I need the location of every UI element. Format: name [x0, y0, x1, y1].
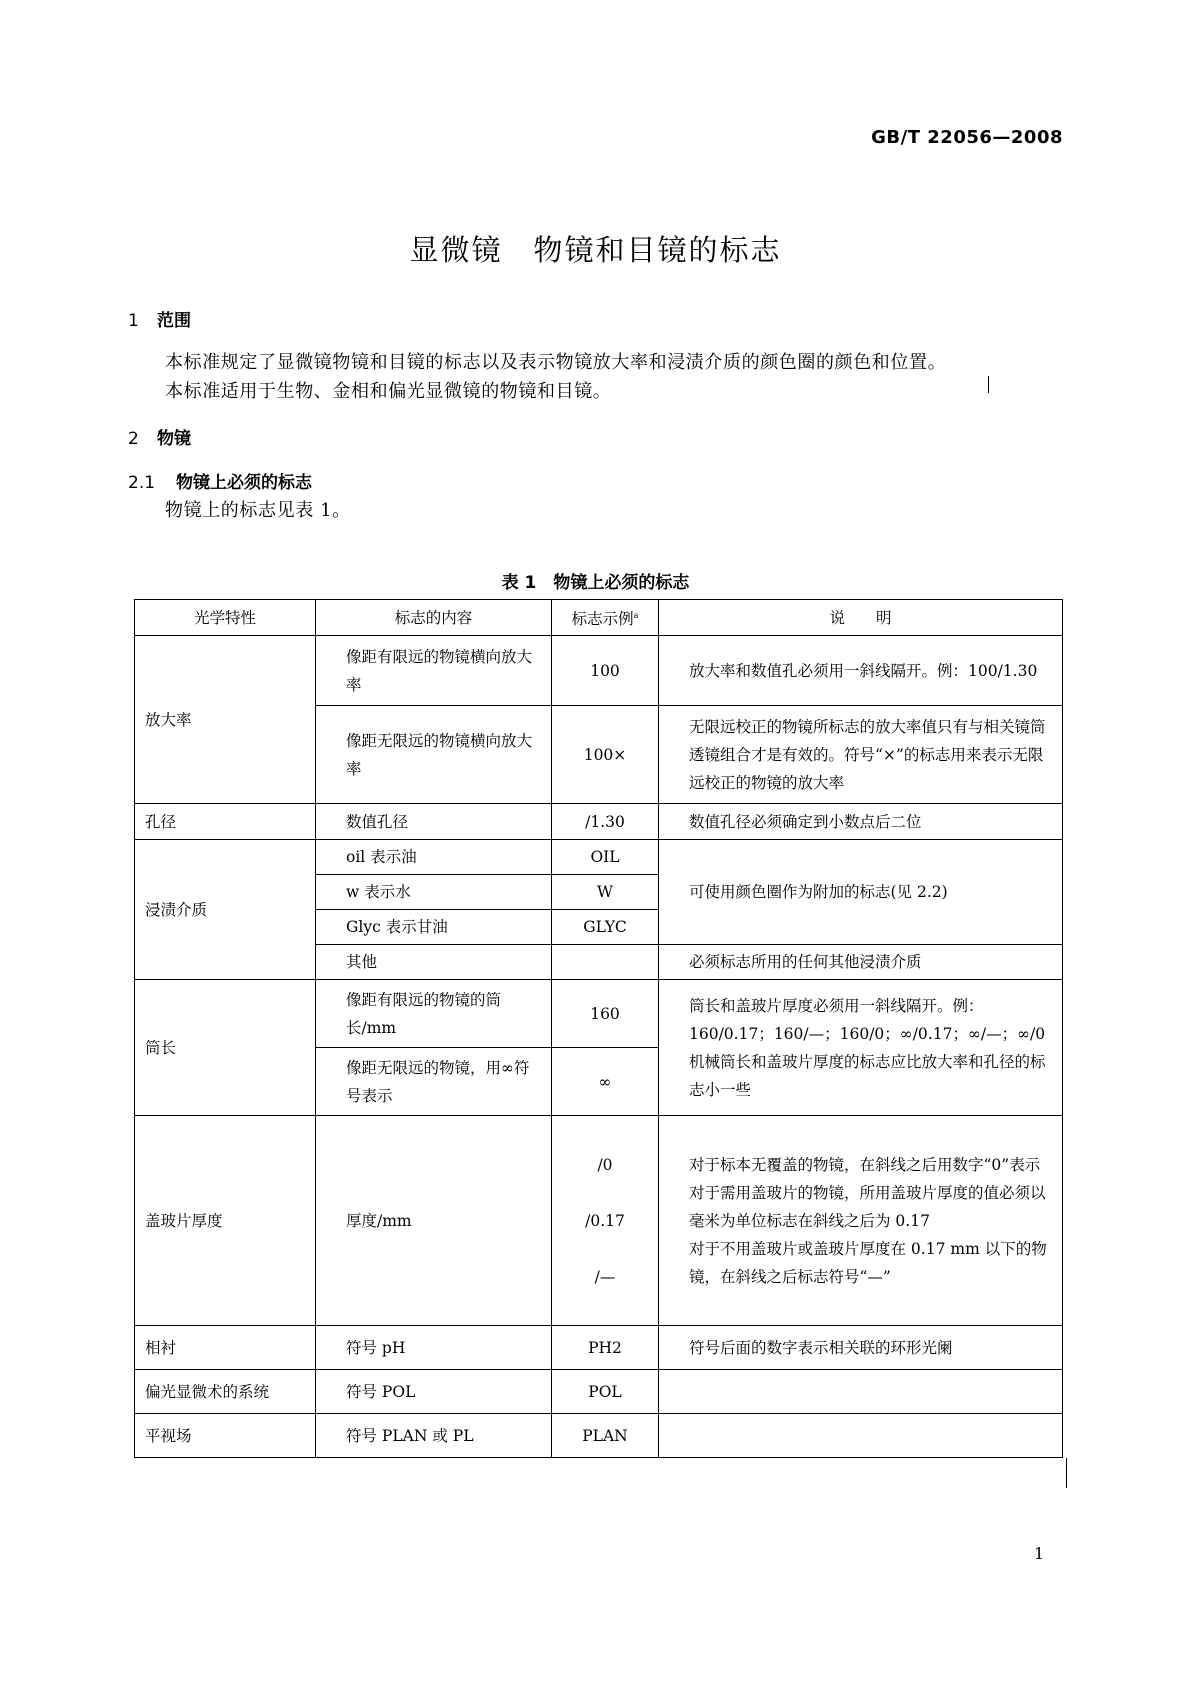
cell-property-aperture: 孔径 — [135, 804, 316, 840]
objective-marking-table — [134, 599, 1063, 1458]
cell-example — [552, 945, 659, 980]
cell-description-list — [659, 1116, 1063, 1326]
cell-content: 符号 PLAN 或 PL — [316, 1414, 552, 1458]
cell-description: 对于不用盖玻片或盖玻片厚度在 0.17 mm 以下的物镜，在斜线之后标志符号“—” — [689, 1239, 1047, 1286]
cell-example-list — [552, 1116, 659, 1326]
table-caption: 表 1 物镜上必须的标志 — [501, 573, 690, 593]
table-row — [135, 804, 1063, 840]
section-2-1-number: 2.1 — [128, 473, 156, 493]
footnote-mark: a — [633, 610, 639, 620]
table-row — [135, 1326, 1063, 1370]
cell-description: 对于标本无覆盖的物镜，在斜线之后用数字“0”表示 — [689, 1155, 1041, 1174]
cell-description — [659, 1414, 1063, 1458]
document-title: 显微镜 物镜和目镜的标志 — [409, 233, 782, 267]
cell-property-magnification: 放大率 — [135, 636, 316, 804]
section-2-1-heading — [128, 468, 312, 493]
table-header-row — [135, 600, 1063, 636]
cell-property-polarization: 偏光显微术的系统 — [135, 1370, 316, 1414]
cell-example: /0.17 — [585, 1211, 625, 1230]
standard-number: GB/T 22056—2008 — [871, 127, 1063, 148]
cell-content: 像距无限远的物镜横向放大率 — [316, 706, 552, 804]
cell-example: W — [552, 875, 659, 910]
cell-content: Glyc 表示甘油 — [316, 910, 552, 945]
cell-content: 其他 — [316, 945, 552, 980]
cell-description: 对于需用盖玻片的物镜，所用盖玻片厚度的值必须以毫米为单位标志在斜线之后为 0.17 — [689, 1183, 1046, 1230]
cell-example: /— — [594, 1267, 616, 1286]
cell-example: ∞ — [552, 1048, 659, 1116]
change-bar — [988, 376, 989, 393]
cell-example: PH2 — [552, 1326, 659, 1370]
cell-example: 160 — [552, 980, 659, 1048]
section-2-number: 2 — [128, 429, 139, 449]
cell-content: 数值孔径 — [316, 804, 552, 840]
table-row — [135, 1116, 1063, 1326]
cell-example: 100× — [552, 706, 659, 804]
scope-paragraph-2: 本标准适用于生物、金相和偏光显微镜的物镜和目镜。 — [165, 381, 612, 402]
cell-example: /0 — [597, 1155, 613, 1174]
section-2-title: 物镜 — [157, 429, 191, 449]
change-bar — [1066, 1458, 1067, 1488]
cell-example: /1.30 — [552, 804, 659, 840]
section-2-1-title: 物镜上必须的标志 — [176, 473, 312, 493]
cell-example: 100 — [552, 636, 659, 706]
section-1-heading — [128, 306, 191, 331]
cell-content: w 表示水 — [316, 875, 552, 910]
section-1-title: 范围 — [157, 311, 191, 331]
cell-content: 厚度/mm — [316, 1116, 552, 1326]
section-1-number: 1 — [128, 311, 139, 331]
cell-content: oil 表示油 — [316, 840, 552, 875]
cell-property-tube-length: 筒长 — [135, 980, 316, 1116]
cell-content: 像距有限远的物镜的筒长/mm — [316, 980, 552, 1048]
cell-property-immersion: 浸渍介质 — [135, 840, 316, 980]
table-row — [135, 840, 1063, 875]
cell-description: 无限远校正的物镜所标志的放大率值只有与相关镜筒透镜组合才是有效的。符号“×”的标志用来表示无限远校正的物镜的放大率 — [659, 706, 1063, 804]
cell-description: 可使用颜色圈作为附加的标志(见 2.2) — [659, 840, 1063, 945]
cell-property-phase-contrast: 相衬 — [135, 1326, 316, 1370]
cell-description: 筒长和盖玻片厚度必须用一斜线隔开。例：160/0.17；160/—；160/0；∞/0.17；∞/—；∞/0 机械筒长和盖玻片厚度的标志应比放大率和孔径的标志小一些 — [659, 980, 1063, 1116]
table-row — [135, 636, 1063, 706]
header-property: 光学特性 — [135, 600, 316, 636]
header-example-label: 标志示例 — [571, 610, 634, 629]
page-number: 1 — [1034, 1544, 1045, 1563]
cell-content: 像距有限远的物镜横向放大率 — [316, 636, 552, 706]
cell-example: POL — [552, 1370, 659, 1414]
table-row — [135, 1370, 1063, 1414]
cell-description: 必须标志所用的任何其他浸渍介质 — [659, 945, 1063, 980]
cell-example: GLYC — [552, 910, 659, 945]
cell-description: 数值孔径必须确定到小数点后二位 — [659, 804, 1063, 840]
section-2-1-paragraph: 物镜上的标志见表 1。 — [165, 500, 351, 521]
section-2-heading — [128, 424, 191, 449]
header-example — [552, 600, 659, 636]
cell-content: 符号 pH — [316, 1326, 552, 1370]
cell-property-cover-glass: 盖玻片厚度 — [135, 1116, 316, 1326]
cell-example: OIL — [552, 840, 659, 875]
cell-content: 像距无限远的物镜，用∞符号表示 — [316, 1048, 552, 1116]
header-content: 标志的内容 — [316, 600, 552, 636]
header-description: 说 明 — [659, 600, 1063, 636]
cell-description — [659, 1370, 1063, 1414]
cell-property-plan-field: 平视场 — [135, 1414, 316, 1458]
cell-description: 放大率和数值孔必须用一斜线隔开。例：100/1.30 — [659, 636, 1063, 706]
scope-paragraph-1: 本标准规定了显微镜物镜和目镜的标志以及表示物镜放大率和浸渍介质的颜色圈的颜色和位置。 — [165, 352, 947, 373]
cell-description: 符号后面的数字表示相关联的环形光阑 — [659, 1326, 1063, 1370]
cell-content: 符号 POL — [316, 1370, 552, 1414]
cell-example: PLAN — [552, 1414, 659, 1458]
table-row — [135, 980, 1063, 1048]
table-row — [135, 1414, 1063, 1458]
